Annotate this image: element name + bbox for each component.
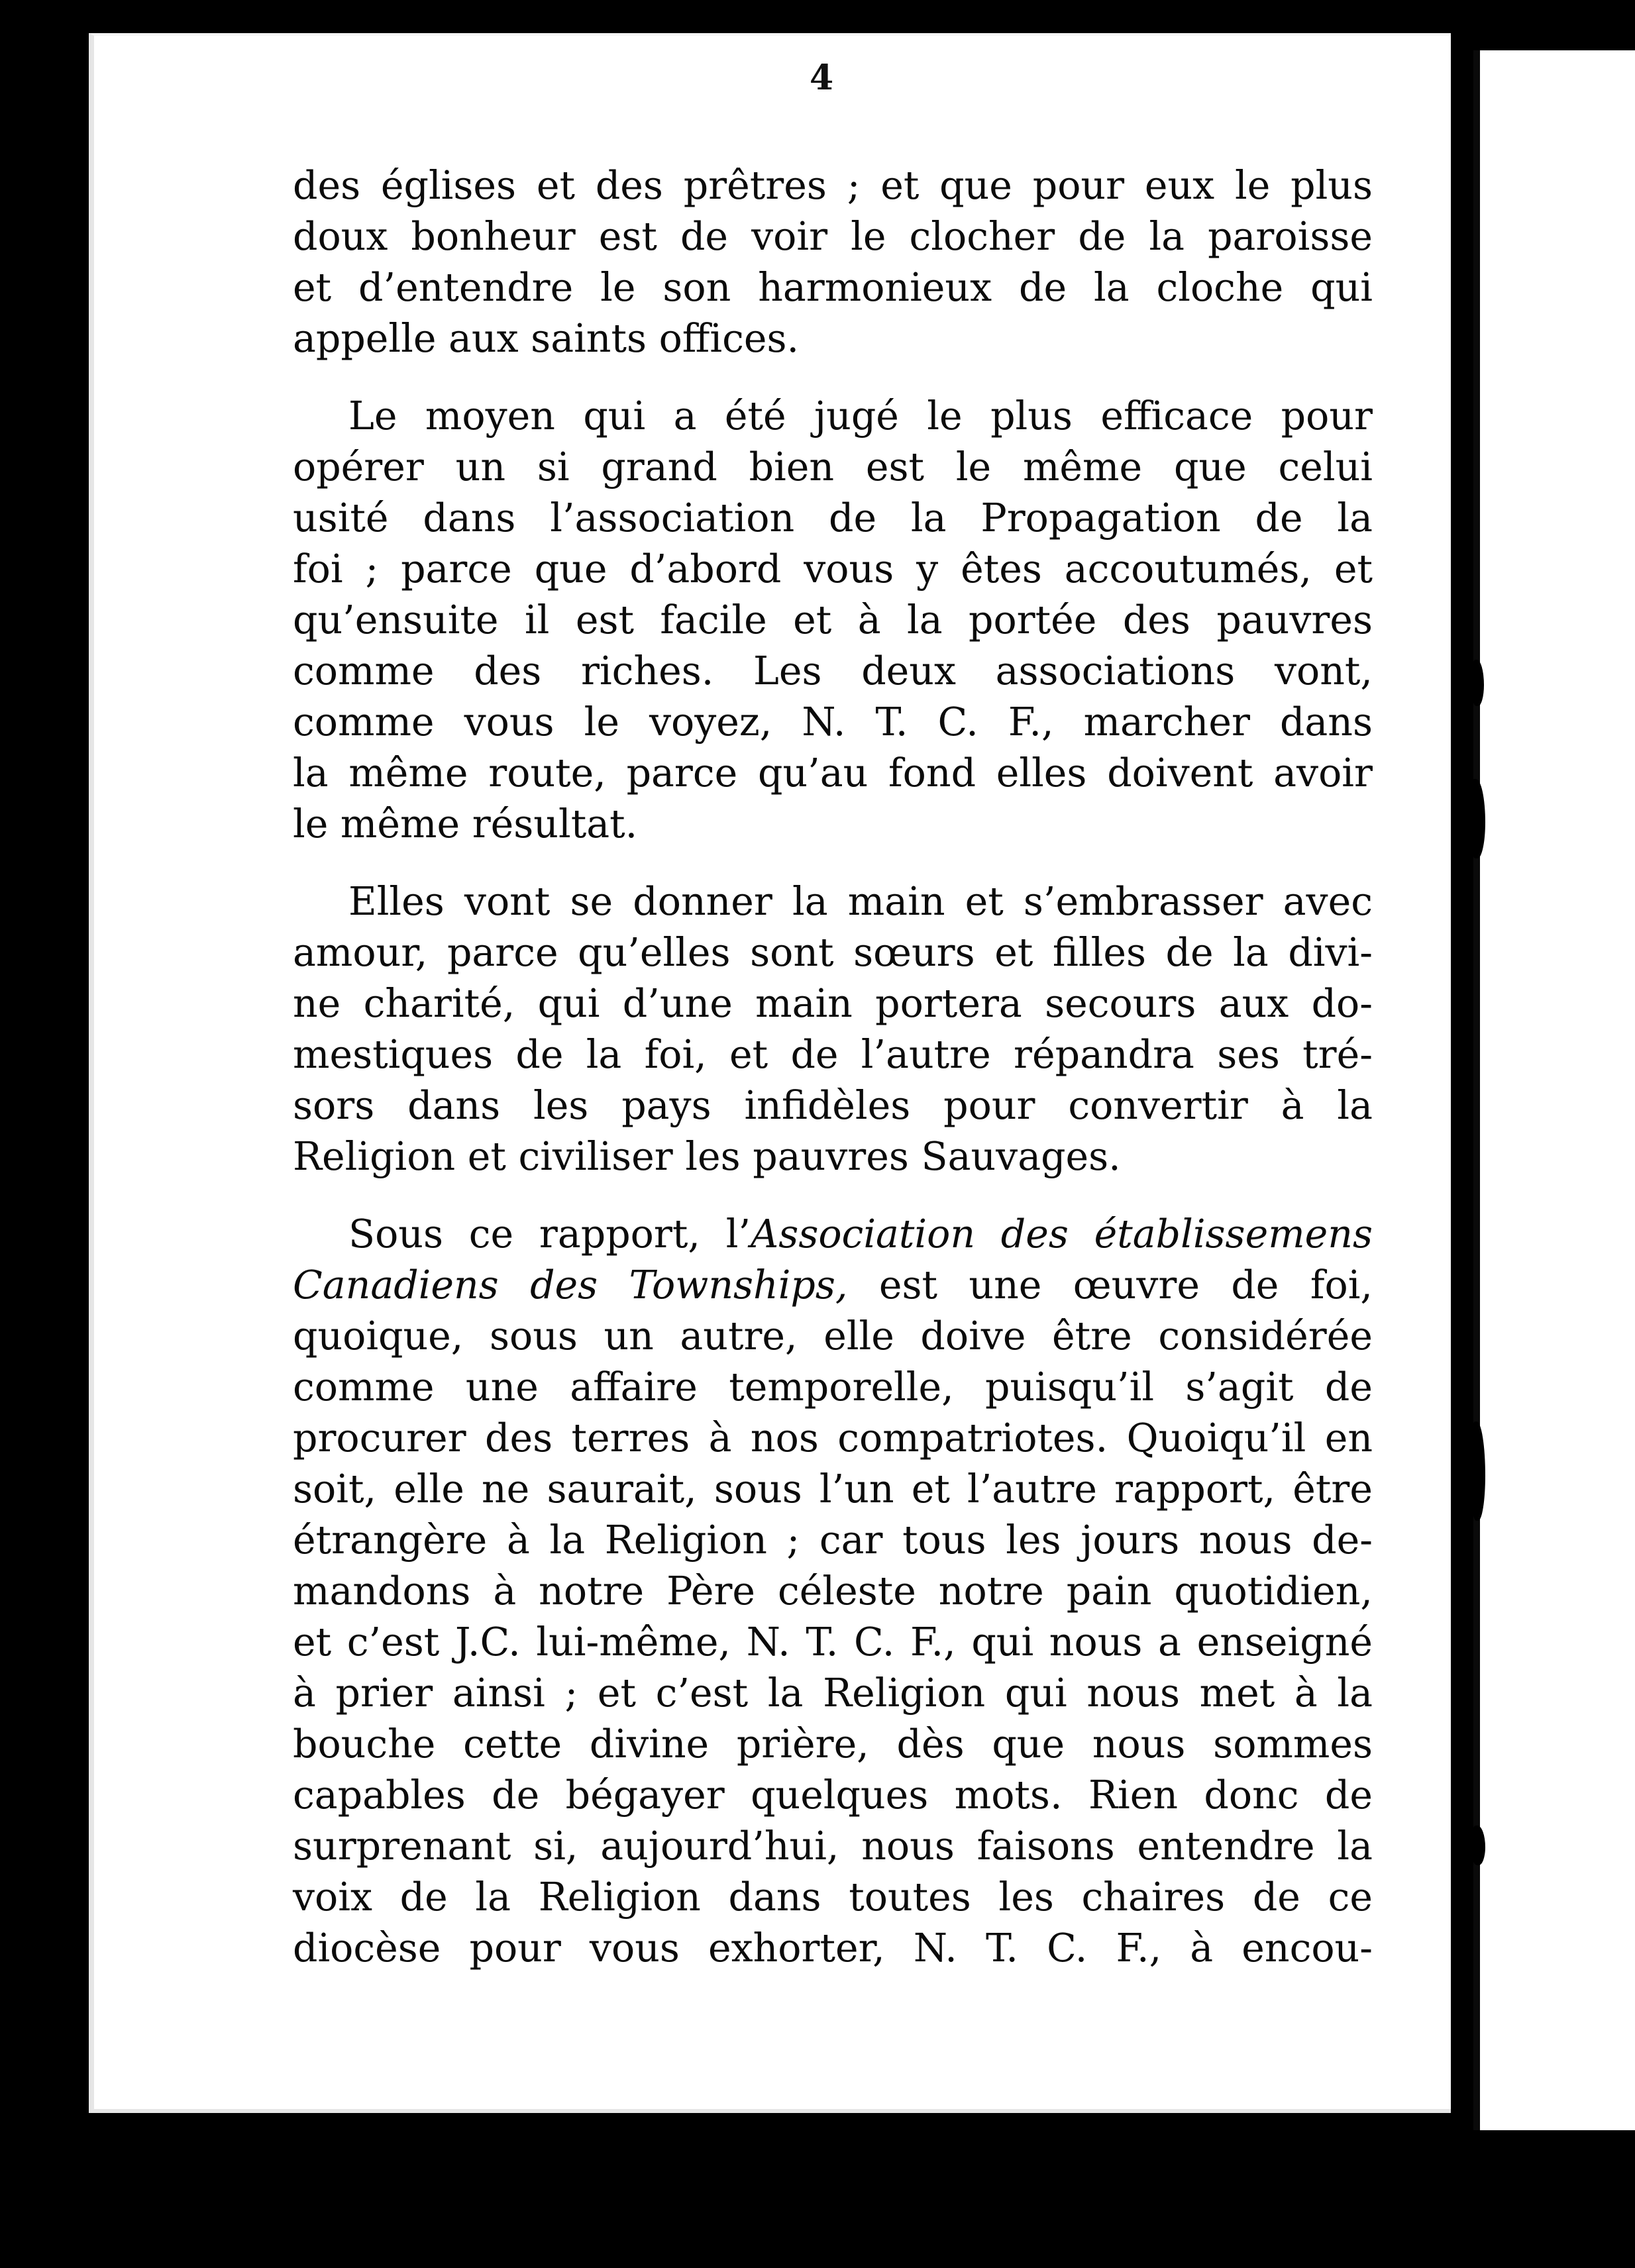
text-line: surprenant si, aujourd’hui, nous faisons entendre la <box>293 1824 1373 1869</box>
paragraph-1 <box>293 160 1373 364</box>
paper-damage-mark <box>1471 660 1484 706</box>
text-line: foi ; parce que d’abord vous y êtes accoutumés, et <box>293 546 1373 592</box>
text-line: amour, parce qu’elles sont sœurs et filles de la divi- <box>293 930 1373 975</box>
text-line: comme vous le voyez, N. T. C. F., marcher dans <box>293 699 1373 745</box>
text-run: Sous ce rapport, l’ <box>348 1211 751 1257</box>
document-page <box>89 33 1451 2113</box>
text-line: comme une affaire temporelle, puisqu’il s’agit de <box>293 1365 1373 1410</box>
text-line: capables de bégayer quelques mots. Rien donc de <box>293 1773 1373 1818</box>
text-line: comme des riches. Les deux associations vont, <box>293 648 1373 694</box>
text-line: le même résultat. <box>293 801 638 847</box>
text-line: soit, elle ne saurait, sous l’un et l’autre rapport, être <box>293 1467 1373 1512</box>
text-line: la même route, parce qu’au fond elles doivent avoir <box>293 750 1373 796</box>
text-line: des églises et des prêtres ; et que pour eux le plus <box>293 163 1373 208</box>
text-line: doux bonheur est de voir le clocher de la paroisse <box>293 214 1373 259</box>
text-run: est une œuvre de foi, <box>847 1263 1373 1308</box>
text-line: opérer un si grand bien est le même que celui <box>293 444 1373 490</box>
paragraph-gap <box>293 364 1373 391</box>
text-line: diocèse pour vous exhorter, N. T. C. F., à encou- <box>293 1926 1373 1971</box>
text-line: qu’ensuite il est facile et à la portée des pauvres <box>293 597 1373 643</box>
text-line: sors dans les pays infidèles pour convertir à la <box>293 1083 1373 1128</box>
italic-title-run: Association des établissemens <box>751 1211 1373 1257</box>
paper-damage-mark <box>1469 1421 1485 1521</box>
text-line: Religion et civiliser les pauvres Sauvages. <box>293 1134 1121 1179</box>
paragraph-gap <box>293 1182 1373 1209</box>
text-line: bouche cette divine prière, dès que nous sommes <box>293 1722 1373 1767</box>
paper-damage-mark <box>1468 779 1485 858</box>
text-line: quoique, sous un autre, elle doive être considérée <box>293 1314 1373 1359</box>
text-line <box>293 1209 1373 1260</box>
text-line: usité dans l’association de la Propagation de la <box>293 495 1373 541</box>
text-line: mestiques de la foi, et de l’autre répandra ses tré- <box>293 1032 1373 1077</box>
paragraph-gap <box>293 850 1373 876</box>
text-line: ne charité, qui d’une main portera secours aux do- <box>293 981 1373 1026</box>
text-line: appelle aux saints offices. <box>293 316 800 361</box>
adjacent-page-edge <box>1473 50 1635 2130</box>
paragraph-2 <box>293 391 1373 850</box>
paragraph-4 <box>293 1209 1373 1974</box>
text-line: voix de la Religion dans toutes les chaires de ce <box>293 1875 1373 1920</box>
body-text <box>293 160 1373 1974</box>
paper-damage-mark <box>1471 1826 1485 1865</box>
text-line: Le moyen qui a été jugé le plus efficace pour <box>348 393 1373 438</box>
page-number: 4 <box>810 58 834 98</box>
text-line: étrangère à la Religion ; car tous les jours nous de- <box>293 1518 1373 1563</box>
text-line: à prier ainsi ; et c’est la Religion qui nous met à la <box>293 1671 1373 1716</box>
paragraph-3 <box>293 876 1373 1182</box>
text-line <box>293 1260 1373 1311</box>
text-line: et d’entendre le son harmonieux de la cloche qui <box>293 265 1373 310</box>
text-line: mandons à notre Père céleste notre pain quotidien, <box>293 1569 1373 1614</box>
text-line: Elles vont se donner la main et s’embrasser avec <box>348 879 1373 924</box>
text-line: procurer des terres à nos compatriotes. Quoiqu’il en <box>293 1416 1373 1461</box>
text-line: et c’est J.C. lui-même, N. T. C. F., qui nous a enseigné <box>293 1620 1373 1665</box>
italic-title-run: Canadiens des Townships, <box>293 1263 848 1308</box>
